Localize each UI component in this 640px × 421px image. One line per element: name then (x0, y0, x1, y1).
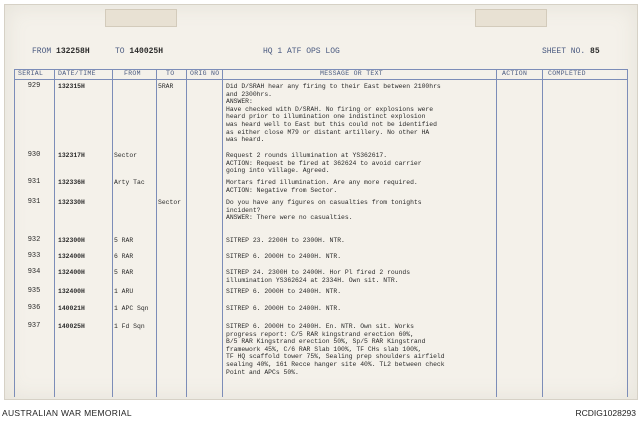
row-date-time: 140021H (58, 305, 85, 312)
row-date-time: 132400H (58, 253, 85, 260)
row-serial: 934 (27, 268, 41, 276)
row-from: Arty Tac (114, 179, 145, 186)
row-message: SITREP 6. 2000H to 2400H. En. NTR. Own sit. Works progress report: C/5 RAR kingstrand erection 60%, B/5 RAR Kingstrand erection 50%, Sp/5 RAR Kingstrand framework 45%, C/6 RAR Slab 100%, TF CHs slab 100%, TF HQ scaffold tower 75%, Sealing prep shoulders airfield sealing 40%, 161 Recce hanger site 40%. TL2 between check Point and APCs 50%. (226, 323, 445, 376)
row-message: SITREP 6. 2000H to 2400H. NTR. (226, 305, 342, 312)
column-divider (627, 69, 628, 397)
header-to (115, 47, 163, 56)
row-message: SITREP 6. 2000H to 2400H. NTR. (226, 253, 342, 260)
col-date-time: DATE/TIME (58, 70, 96, 77)
column-divider (14, 69, 15, 397)
column-divider (496, 69, 497, 397)
to-label: TO (115, 47, 125, 56)
row-date-time: 132400H (58, 288, 85, 295)
col-to: TO (166, 70, 175, 77)
row-to: Sector (158, 199, 182, 206)
col-message: MESSAGE OR TEXT (320, 70, 384, 77)
column-divider (112, 69, 113, 397)
row-serial: 932 (27, 236, 41, 244)
col-action: ACTION (502, 70, 528, 77)
row-from: 5 RAR (114, 237, 134, 244)
row-from: Sector (114, 152, 138, 159)
column-divider (222, 69, 223, 397)
row-from: 1 ARU (114, 288, 134, 295)
col-serial: SERIAL (18, 70, 44, 77)
row-from: 1 APC Sqn (114, 305, 149, 312)
log-title: HQ 1 ATF OPS LOG (263, 47, 340, 56)
row-from: 6 RAR (114, 253, 134, 260)
row-message: Request 2 rounds illumination at YS362617. ACTION: Request be fired at 362624 to avoid carrier going into village. Agreed. (226, 152, 422, 175)
row-serial: 935 (27, 287, 41, 295)
row-date-time: 132315H (58, 83, 85, 90)
row-from: 1 Fd Sqn (114, 323, 145, 330)
column-divider (54, 69, 55, 397)
log-table (14, 69, 628, 397)
row-date-time: 132330H (58, 199, 85, 206)
row-serial: 931 (27, 178, 41, 186)
col-from: FROM (124, 70, 141, 77)
row-date-time: 132317H (58, 152, 85, 159)
row-date-time: 140025H (58, 323, 85, 330)
row-serial: 937 (27, 322, 41, 330)
row-serial: 933 (27, 252, 41, 260)
tape-strip (475, 9, 547, 27)
row-message: SITREP 23. 2200H to 2300H. NTR. (226, 237, 345, 244)
row-message: SITREP 6. 2000H to 2400H. NTR. (226, 288, 342, 295)
sheet-label: SHEET NO. (542, 47, 586, 56)
to-value: 140025H (129, 47, 164, 56)
tape-strip (105, 9, 177, 27)
column-divider (542, 69, 543, 397)
header-rule (14, 79, 628, 80)
row-serial: 929 (27, 82, 41, 90)
column-divider (186, 69, 187, 397)
row-message: Mortars fired illumination. Are any more required. ACTION: Negative from Sector. (226, 179, 418, 194)
column-divider (156, 69, 157, 397)
row-serial: 931 (27, 198, 41, 206)
row-message: Did D/SRAH hear any firing to their East between 2100hrs and 2300hrs. ANSWER: Have checked with D/SRAH. No firing or explosions were heard prior to illumination one indistinct explosion was heard well to East but this could not be identified as either close M79 or distant artillery. No other HA was heard. (226, 83, 441, 144)
row-from: 5 RAR (114, 269, 134, 276)
header-from (32, 47, 90, 56)
row-serial: 936 (27, 304, 41, 312)
col-orig-no: ORIG NO (190, 70, 220, 77)
footer-record-id: RCDIG1028293 (575, 408, 636, 418)
from-label: FROM (32, 47, 52, 56)
row-date-time: 132400H (58, 269, 85, 276)
row-date-time: 132336H (58, 179, 85, 186)
footer-source: AUSTRALIAN WAR MEMORIAL (2, 408, 132, 418)
row-serial: 930 (27, 151, 41, 159)
sheet-value: 85 (590, 47, 600, 56)
col-completed: COMPLETED (548, 70, 586, 77)
sheet-number (542, 47, 600, 56)
row-message: SITREP 24. 2300H to 2400H. Hor Pl fired 2 rounds illumination YS362624 at 2334H. Own sit. NTR. (226, 269, 411, 284)
row-message: Do you have any figures on casualties from tonights incident? ANSWER: There were no casualties. (226, 199, 422, 222)
row-to: 5RAR (158, 83, 174, 90)
from-value: 132258H (56, 47, 90, 56)
row-date-time: 132300H (58, 237, 85, 244)
